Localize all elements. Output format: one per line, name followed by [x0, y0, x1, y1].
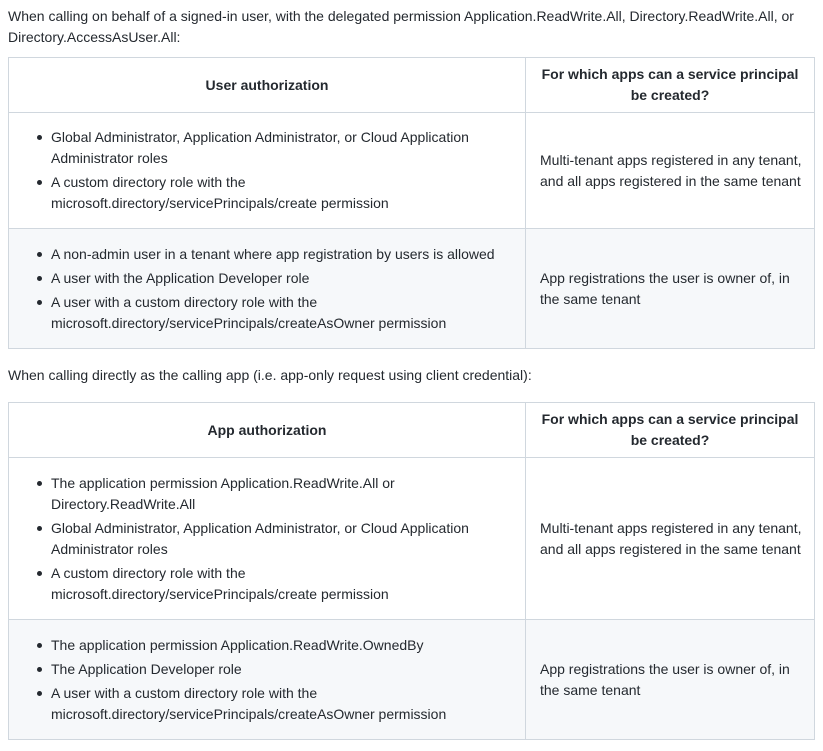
list-item: The application permission Application.ReadWrite.All or Directory.ReadWrite.All: [51, 473, 515, 515]
apps-cell: App registrations the user is owner of, in the same tenant: [526, 620, 815, 740]
column-header-apps: For which apps can a service principal be created?: [526, 403, 815, 458]
list-item: The Application Developer role: [51, 659, 515, 680]
list-item: Global Administrator, Application Administrator, or Cloud Application Administrator roles: [51, 518, 515, 560]
list-item: A user with a custom directory role with the microsoft.directory/servicePrincipals/createAsOwner permission: [51, 292, 515, 334]
table-row: [9, 620, 815, 740]
authorization-list: [9, 473, 515, 605]
table-header-row: [9, 58, 815, 113]
table-row: [9, 229, 815, 349]
authorization-cell: [9, 620, 526, 740]
authorization-list: [9, 127, 515, 214]
app-authorization-table: [8, 402, 815, 740]
column-header-apps: For which apps can a service principal be created?: [526, 58, 815, 113]
apps-cell: Multi-tenant apps registered in any tenant, and all apps registered in the same tenant: [526, 113, 815, 229]
list-item: The application permission Application.ReadWrite.OwnedBy: [51, 635, 515, 656]
intro-app-only: When calling directly as the calling app (i.e. app-only request using client credential):: [8, 367, 532, 383]
table-row: [9, 113, 815, 229]
user-authorization-table: [8, 57, 815, 349]
list-item: A custom directory role with the microsoft.directory/servicePrincipals/create permission: [51, 563, 515, 605]
column-header-user-authorization: User authorization: [9, 58, 526, 113]
apps-cell: Multi-tenant apps registered in any tenant, and all apps registered in the same tenant: [526, 458, 815, 620]
authorization-list: [9, 635, 515, 725]
apps-cell: App registrations the user is owner of, in the same tenant: [526, 229, 815, 349]
list-item: A user with a custom directory role with the microsoft.directory/servicePrincipals/createAsOwner permission: [51, 683, 515, 725]
authorization-cell: [9, 113, 526, 229]
authorization-list: [9, 244, 515, 334]
table-header-row: [9, 403, 815, 458]
list-item: A non-admin user in a tenant where app registration by users is allowed: [51, 244, 515, 265]
authorization-cell: [9, 229, 526, 349]
table-row: [9, 458, 815, 620]
list-item: A custom directory role with the microsoft.directory/servicePrincipals/create permission: [51, 172, 515, 214]
list-item: A user with the Application Developer role: [51, 268, 515, 289]
authorization-cell: [9, 458, 526, 620]
intro-delegated: When calling on behalf of a signed-in user, with the delegated permission Application.ReadWrite.All, Directory.ReadWrite.All, or Directory.AccessAsUser.All:: [8, 8, 794, 45]
list-item: Global Administrator, Application Administrator, or Cloud Application Administrator roles: [51, 127, 515, 169]
column-header-app-authorization: App authorization: [9, 403, 526, 458]
